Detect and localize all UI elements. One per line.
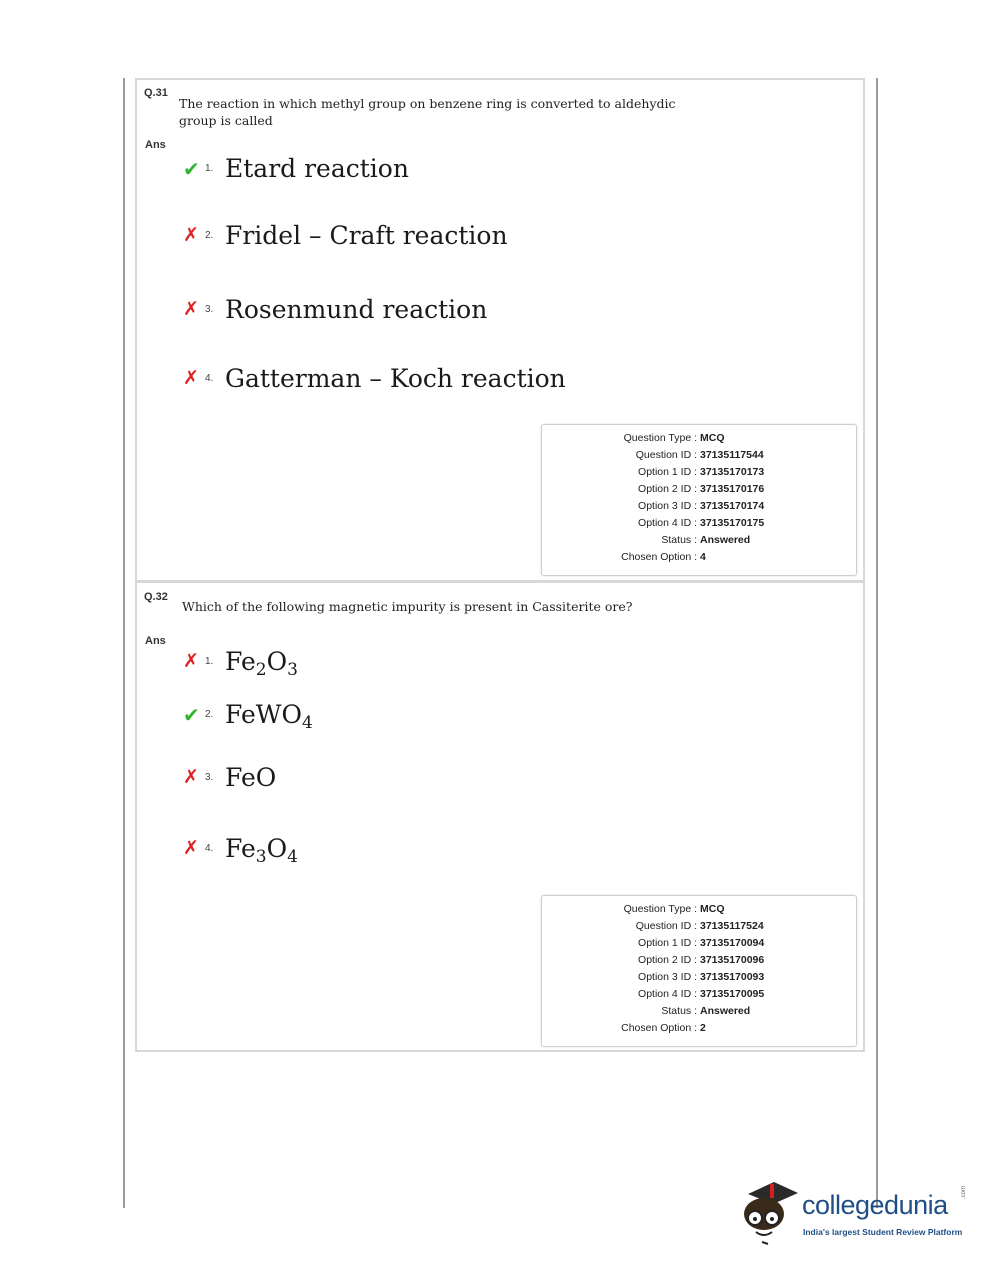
- question-details-panel: [541, 424, 857, 576]
- detail-row: Option 4 ID : 37135170175: [638, 517, 765, 529]
- collegedunia-logo[interactable]: [740, 1176, 970, 1246]
- cross-icon: ✗: [183, 837, 199, 859]
- logo-suffix: .com: [961, 1186, 967, 1200]
- detail-row: Question Type : MCQ: [623, 432, 725, 444]
- option-number: 3.: [205, 772, 214, 783]
- mascot-icon: [740, 1176, 802, 1246]
- question-text: [182, 598, 632, 615]
- detail-row: Option 1 ID : 37135170094: [638, 937, 765, 949]
- check-icon: ✔: [183, 702, 200, 727]
- option-formula: $Fe_3O_4$: [225, 834, 298, 867]
- answer-label: Ans: [145, 635, 166, 647]
- right-rule: [876, 78, 878, 1208]
- question-text: [179, 95, 676, 129]
- question-text-line: The reaction in which methyl group on benzene ring is converted to aldehydic: [179, 96, 676, 111]
- question-details-panel: [541, 895, 857, 1047]
- logo-tagline: India's largest Student Review Platform: [803, 1227, 963, 1237]
- option-number: 4.: [205, 843, 214, 854]
- option-formula: FeWO$_4$: [225, 700, 313, 733]
- cross-icon: ✗: [183, 766, 199, 788]
- option-2: [183, 221, 508, 250]
- check-icon: ✔: [183, 156, 200, 181]
- detail-row: Chosen Option : 2: [621, 1022, 706, 1034]
- option-3: [183, 763, 276, 792]
- option-4: [183, 364, 566, 393]
- question-number: Q.31: [144, 87, 168, 99]
- detail-row: Option 2 ID : 37135170096: [638, 954, 765, 966]
- question-text-line: Which of the following magnetic impurity is present in Cassiterite ore?: [182, 599, 633, 614]
- logo-wordmark: collegedunia: [802, 1190, 948, 1220]
- option-text: Gatterman – Koch reaction: [225, 364, 566, 393]
- detail-row: Option 2 ID : 37135170176: [638, 483, 765, 495]
- question-number: Q.32: [144, 591, 168, 603]
- option-4: [183, 834, 298, 867]
- detail-row: Option 3 ID : 37135170093: [638, 971, 765, 983]
- option-number: 4.: [205, 373, 214, 384]
- question-card-31: [135, 78, 865, 582]
- cross-icon: ✗: [183, 367, 199, 389]
- option-number: 2.: [205, 709, 214, 720]
- question-text-line: group is called: [179, 113, 273, 128]
- detail-row: Option 1 ID : 37135170173: [638, 466, 765, 478]
- option-text: Rosenmund reaction: [225, 295, 488, 324]
- option-formula: $Fe_2O_3$: [225, 647, 298, 680]
- option-2: [183, 700, 313, 733]
- detail-row: Status : Answered: [661, 1005, 751, 1017]
- cross-icon: ✗: [183, 650, 199, 672]
- question-card-32: [135, 581, 865, 1052]
- option-3: [183, 295, 487, 324]
- cross-icon: ✗: [183, 298, 199, 320]
- option-number: 1.: [205, 163, 214, 174]
- detail-row: Option 4 ID : 37135170095: [638, 988, 765, 1000]
- detail-row: Option 3 ID : 37135170174: [638, 500, 765, 512]
- option-text: Fridel – Craft reaction: [225, 221, 508, 250]
- detail-row: Status : Answered: [661, 534, 751, 546]
- detail-row: Question ID : 37135117524: [635, 920, 764, 932]
- option-formula: FeO: [225, 763, 277, 792]
- option-number: 2.: [205, 230, 214, 241]
- detail-row: Question ID : 37135117544: [635, 449, 764, 461]
- cross-icon: ✗: [183, 224, 199, 246]
- option-text: Etard reaction: [225, 154, 409, 183]
- option-1: [183, 647, 298, 680]
- left-rule: [123, 78, 125, 1208]
- detail-row: Chosen Option : 4: [621, 551, 706, 563]
- option-number: 3.: [205, 304, 214, 315]
- option-number: 1.: [205, 656, 214, 667]
- answer-label: Ans: [145, 139, 166, 151]
- option-1: [183, 154, 409, 183]
- detail-row: Question Type : MCQ: [623, 903, 725, 915]
